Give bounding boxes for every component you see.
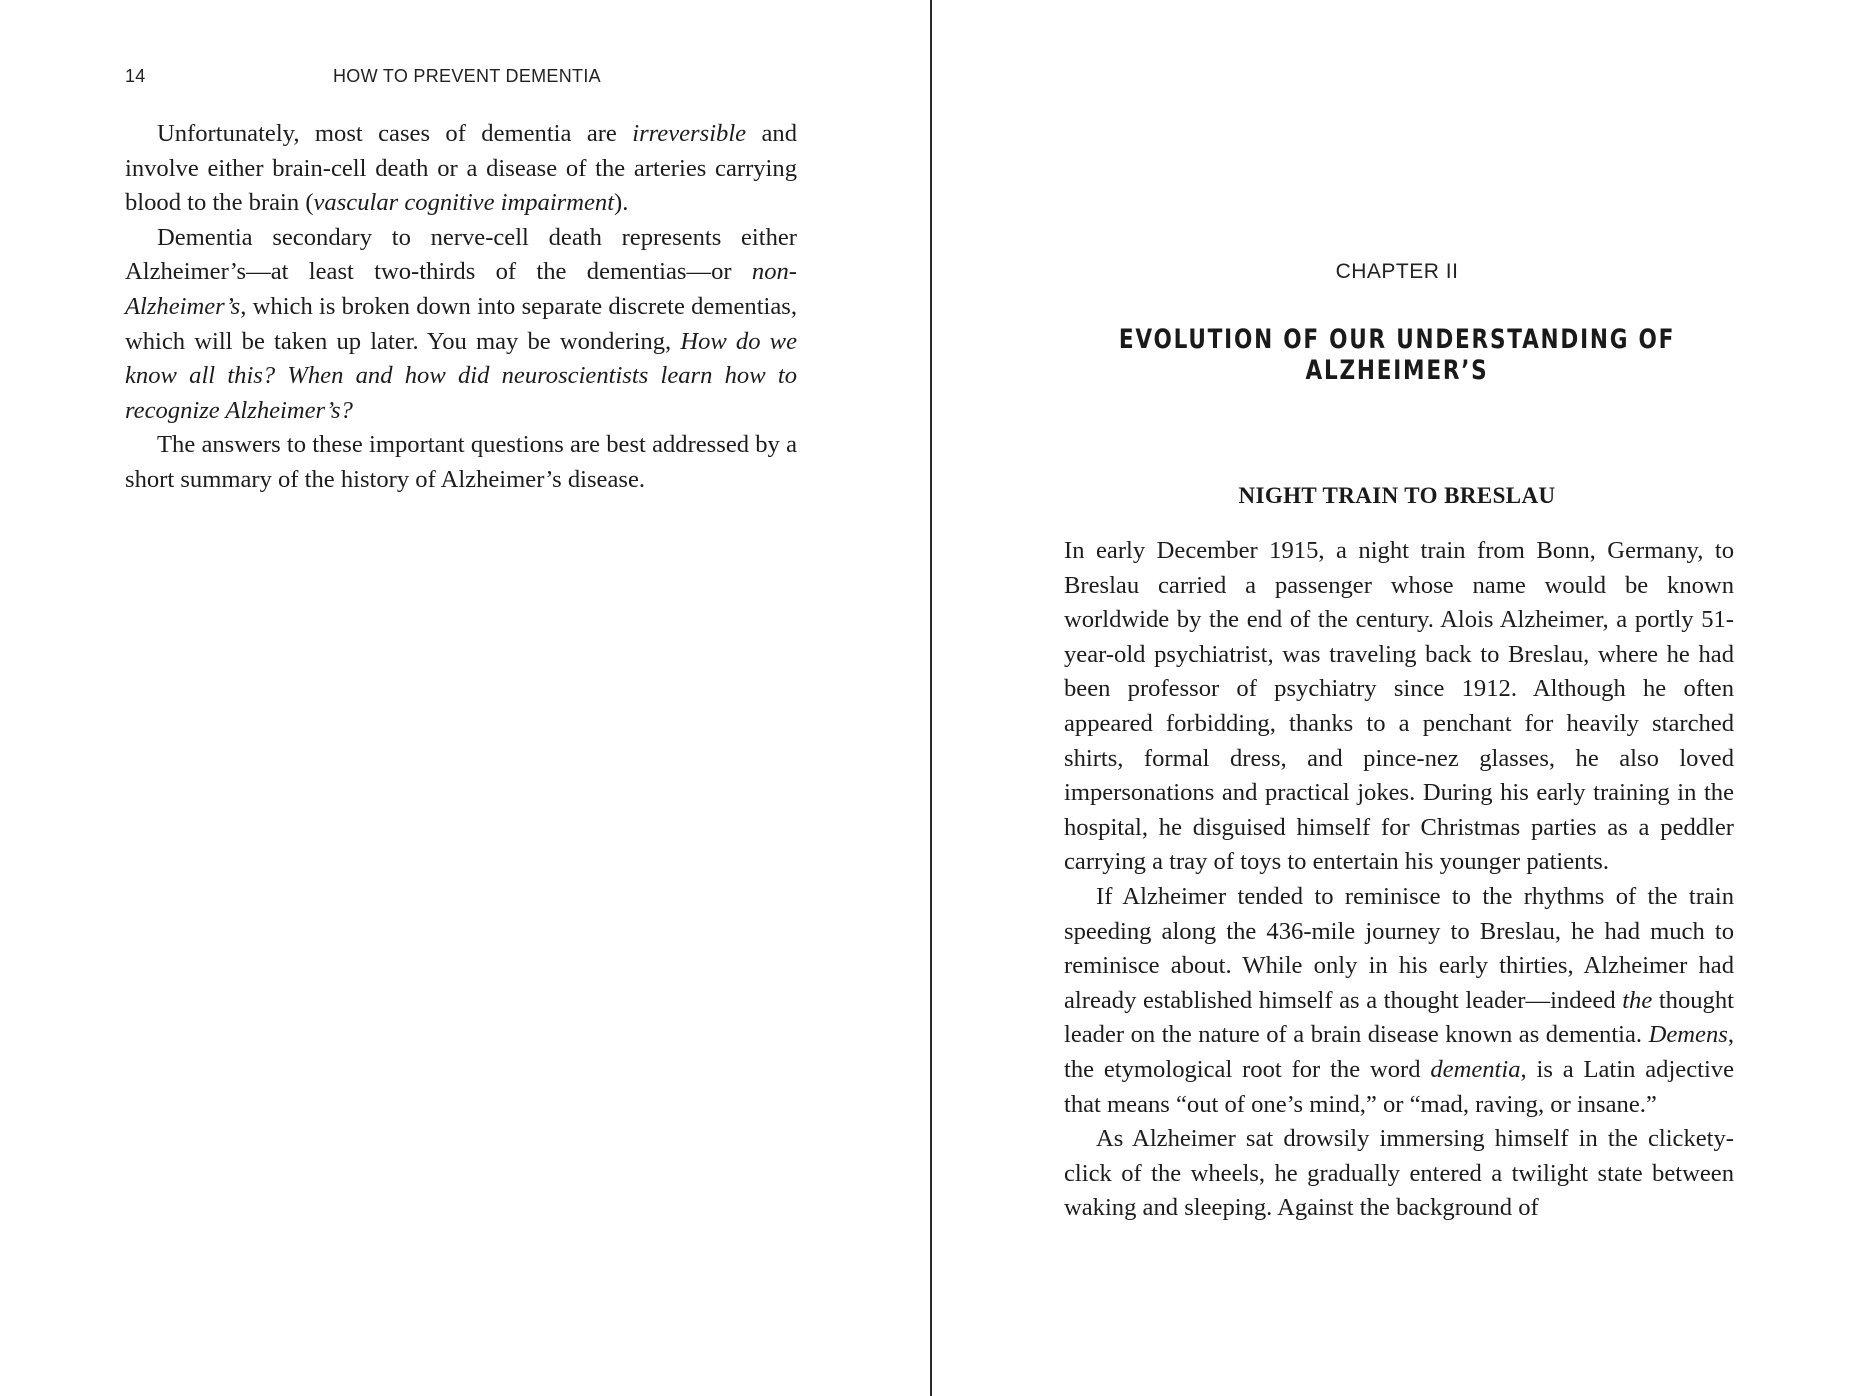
italic-text: How do we know all this? When and how did neuroscientists learn how to recognize Alzheimer’s? bbox=[125, 327, 797, 424]
italic-text: the bbox=[1622, 986, 1653, 1014]
chapter-title: EVOLUTION OF OUR UNDERSTANDING OF ALZHEIMER’S bbox=[1118, 324, 1676, 386]
paragraph bbox=[125, 428, 797, 497]
chapter-label: CHAPTER II bbox=[1335, 260, 1459, 283]
italic-text: dementia bbox=[1430, 1055, 1521, 1083]
text-run: Dementia secondary to nerve-cell death represents either Alzheimer’s—at least two-thirds of the dementias—or bbox=[125, 223, 797, 286]
italic-text: irreversible bbox=[632, 120, 747, 147]
text-run: , which is broken down into separate discrete dementias, which will be taken up later. You may be wondering, bbox=[125, 292, 797, 355]
text-run: ). bbox=[614, 189, 629, 217]
text-run: As Alzheimer sat drowsily immersing himself in the clickety-click of the wheels, he gradually entered a twilight state between waking and sleeping. Against the background of bbox=[1064, 1125, 1734, 1222]
running-head: HOW TO PREVENT DEMENTIA bbox=[333, 66, 601, 86]
section-heading: NIGHT TRAIN TO BRESLAU bbox=[1238, 483, 1556, 508]
page-number: 14 bbox=[125, 66, 146, 86]
paragraph bbox=[125, 221, 797, 429]
text-run: , is a Latin adjective that means “out of one’s mind,” or “mad, raving, or insane.” bbox=[1064, 1055, 1734, 1118]
text-run: Unfortunately, most cases of dementia are bbox=[157, 120, 633, 147]
right-page bbox=[932, 0, 1862, 1396]
paragraph bbox=[125, 117, 797, 221]
text-run: , the etymological root for the word bbox=[1064, 1021, 1734, 1083]
text-run: The answers to these important questions are best addressed by a short summary of the history of Alzheimer’s disease. bbox=[125, 431, 797, 493]
left-page bbox=[0, 0, 930, 1396]
paragraph bbox=[1064, 880, 1734, 1122]
text-run: and involve either brain-cell death or a disease of the arteries carrying blood to the brain ( bbox=[125, 120, 797, 217]
left-body-text bbox=[125, 117, 797, 498]
paragraph bbox=[1064, 534, 1734, 880]
italic-text: vascular cognitive impairment bbox=[313, 189, 615, 217]
paragraph bbox=[1064, 1122, 1734, 1226]
italic-text: non-Alzheimer’s bbox=[125, 258, 797, 320]
text-run: If Alzheimer tended to reminisce to the rhythms of the train speeding along the 436-mile journey to Breslau, he had much to reminisce about. While only in his early thirties, Alzheimer had already established himself as a thought leader—indeed bbox=[1064, 882, 1734, 1014]
text-run: thought leader on the nature of a brain disease known as dementia. bbox=[1064, 986, 1734, 1049]
italic-text: Demens bbox=[1648, 1021, 1728, 1049]
text-run: In early December 1915, a night train from Bonn, Germany, to Breslau carried a passenger whose name would be known worldwide by the end of the century. Alois Alzheimer, a portly 51-year-old psychiatrist, was traveling back to Breslau, where he had been professor of psychiatry since 1912. Although he often appeared forbidding, thanks to a penchant for heavily starched shirts, formal dress, and pince-nez glasses, he also loved impersonations and practical jokes. During his early training in the hospital, he disguised himself for Christmas parties as a peddler carrying a tray of toys to entertain his younger patients. bbox=[1064, 537, 1734, 876]
right-body-text bbox=[1064, 534, 1734, 1226]
